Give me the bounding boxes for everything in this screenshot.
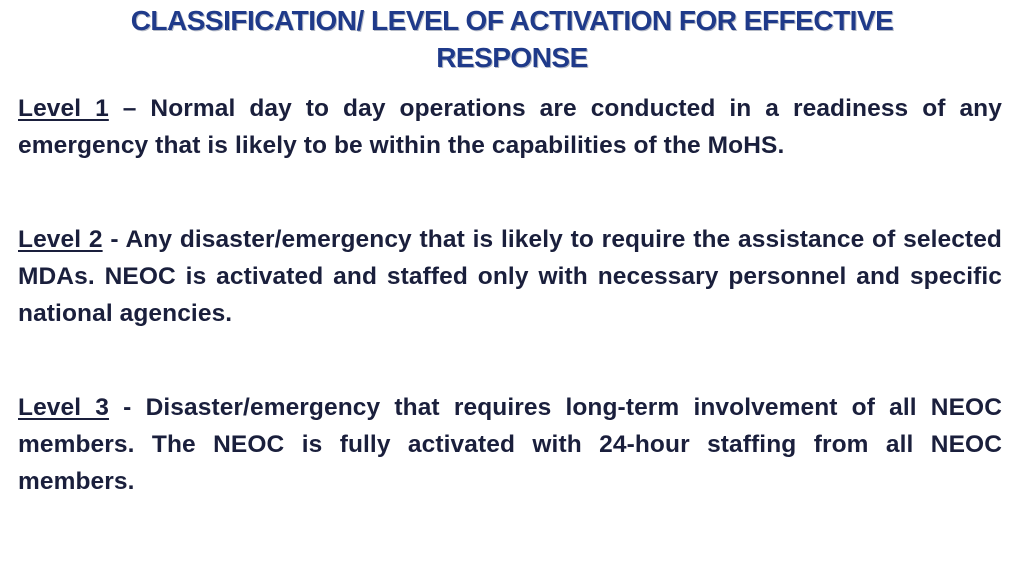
level-1-text: Normal day to day operations are conducted in a readiness of any emergency that is likely to be within the capabilities of the MoHS. — [18, 95, 1002, 159]
slide-body — [18, 90, 1002, 500]
level-3-paragraph — [18, 389, 1002, 500]
level-1-label: Level 1 — [18, 95, 109, 122]
level-3-label: Level 3 — [18, 394, 110, 421]
level-3-text: Disaster/emergency that requires long-term involvement of all NEOC members. The NEOC is fully activated with 24-hour staffing from all NEOC members. — [18, 394, 1002, 495]
level-2-paragraph — [18, 221, 1002, 332]
slide-title-line-2: RESPONSE — [436, 42, 588, 73]
level-2-separator: - — [102, 226, 126, 253]
slide-title-line-1: CLASSIFICATION/ LEVEL OF ACTIVATION FOR EFFECTIVE — [130, 5, 894, 36]
slide-title — [40, 2, 984, 76]
level-3-separator: - — [109, 394, 146, 421]
level-2-label: Level 2 — [18, 226, 103, 253]
level-2-text: Any disaster/emergency that is likely to require the assistance of selected MDAs. NEOC is activated and staffed only with necessary personnel and specific national agencies. — [18, 226, 1002, 327]
level-1-separator: – — [108, 95, 151, 122]
level-1-paragraph — [18, 90, 1002, 164]
